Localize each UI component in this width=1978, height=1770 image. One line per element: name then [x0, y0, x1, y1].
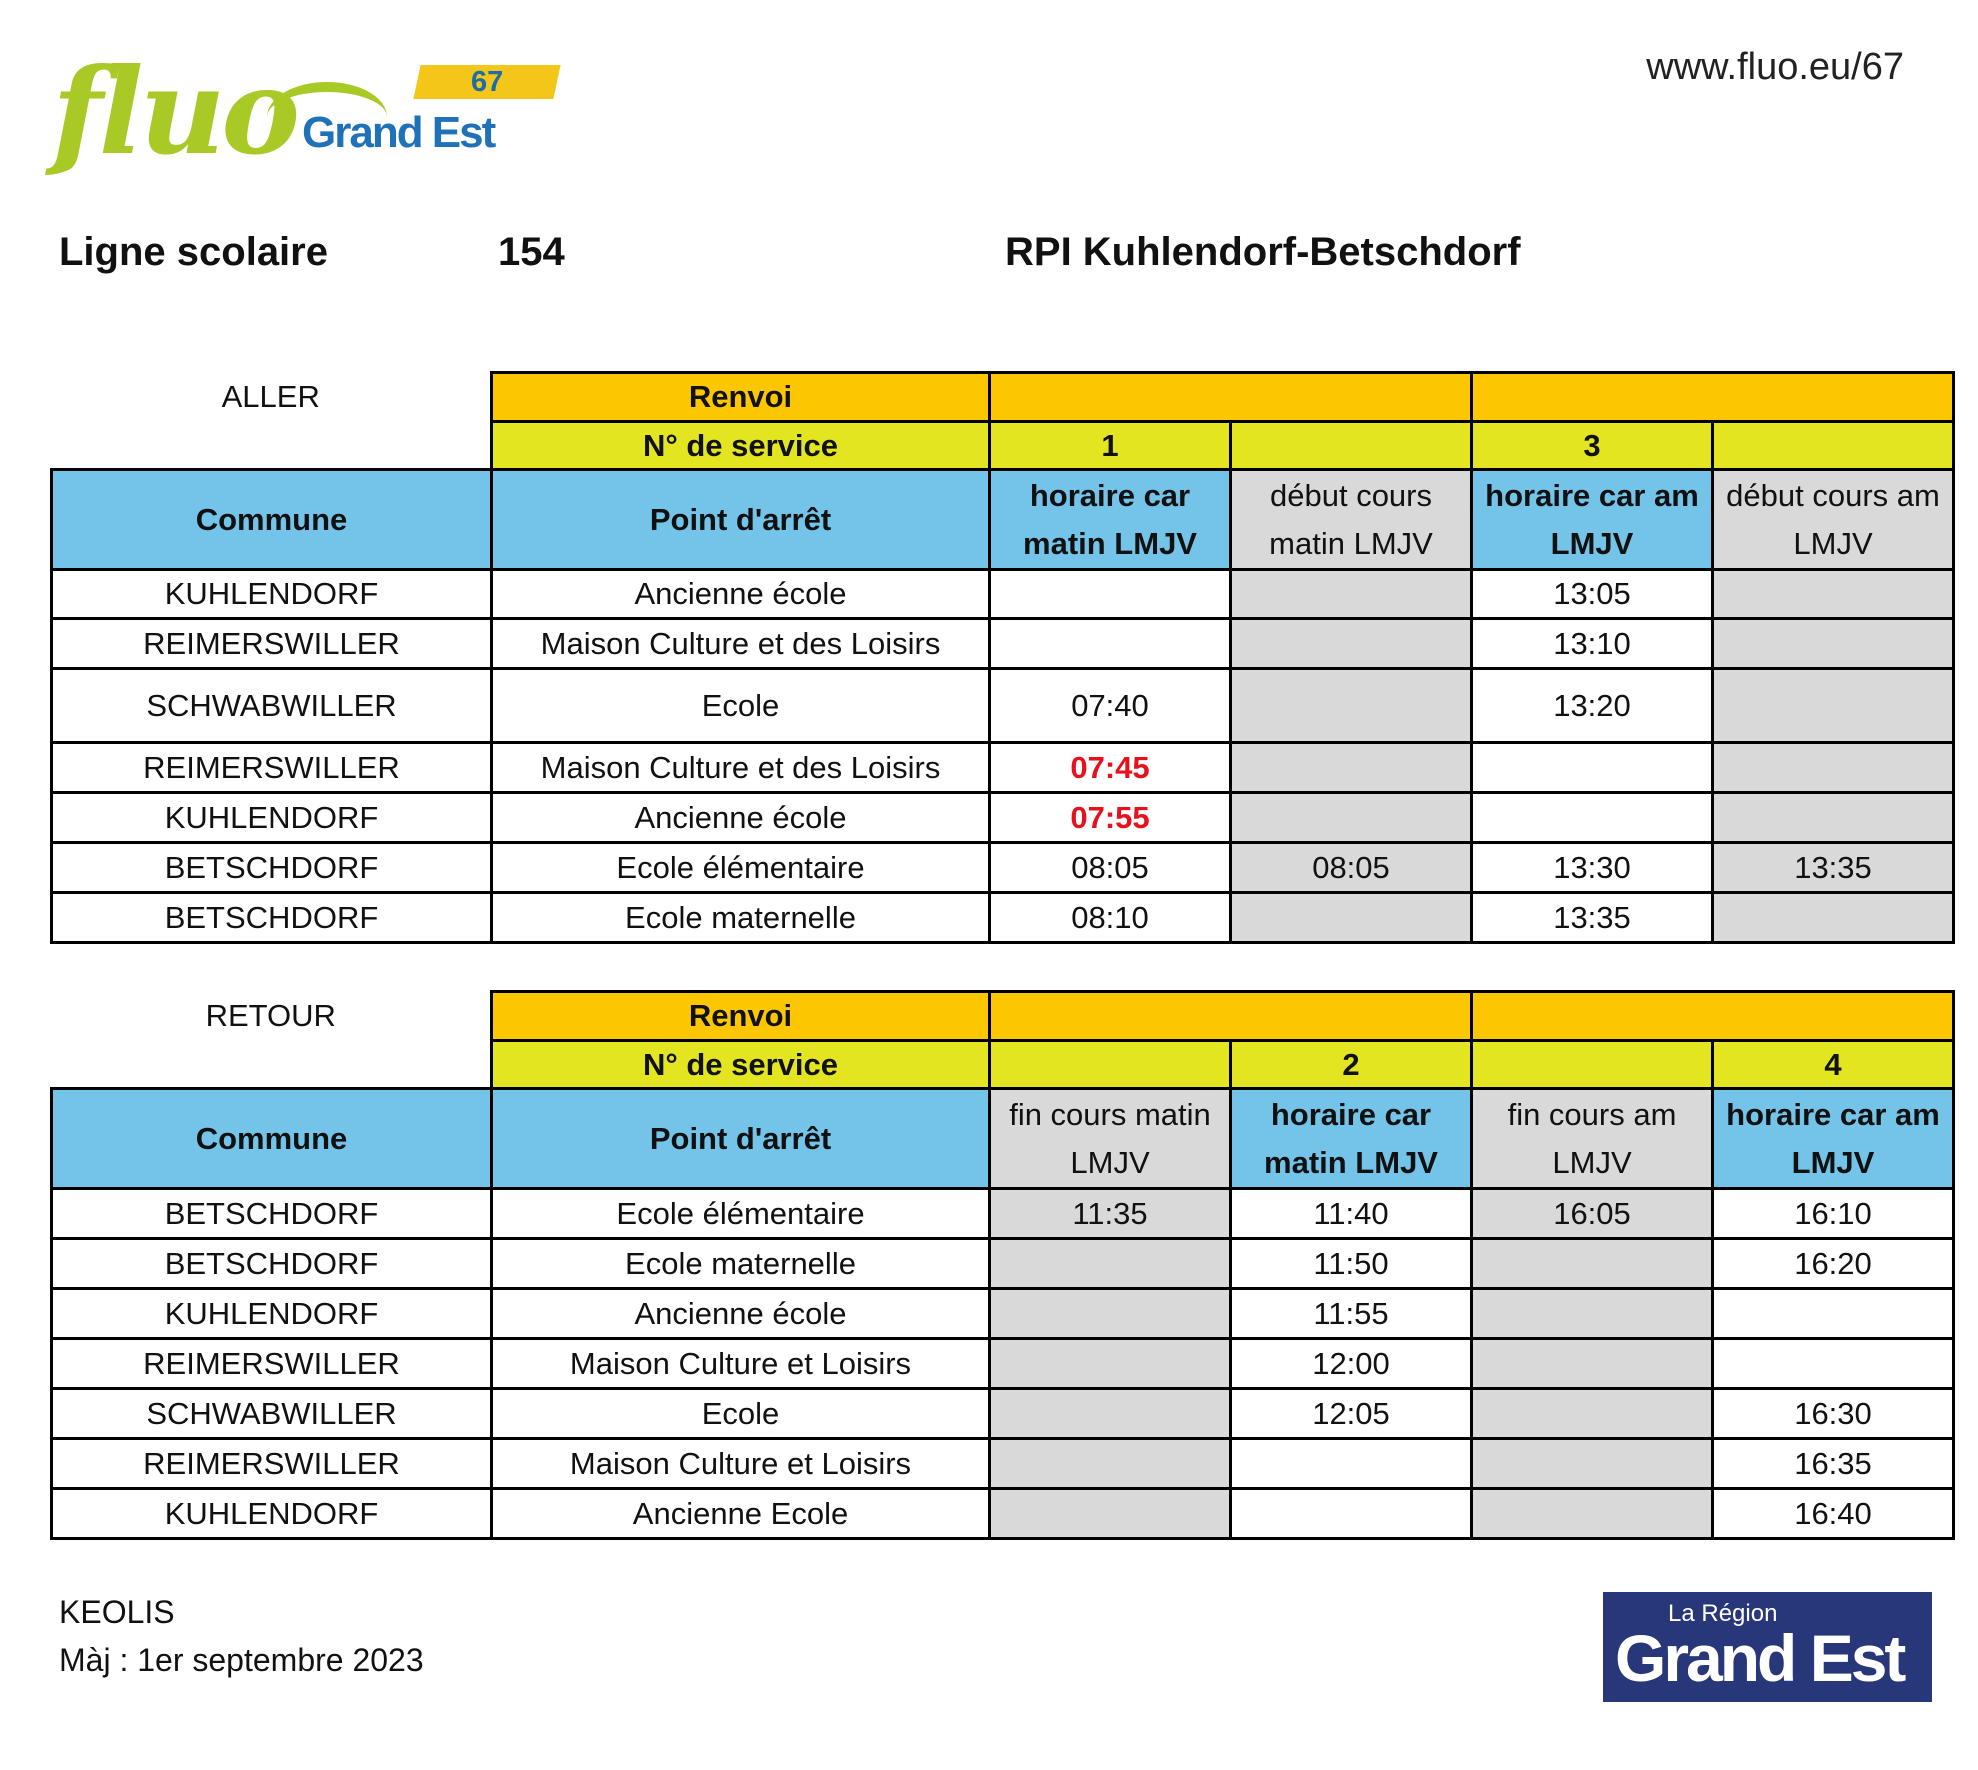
time-cell	[1231, 1489, 1472, 1539]
table-row	[52, 1339, 1954, 1389]
stop-cell: Maison Culture et des Loisirs	[492, 619, 990, 669]
col-header-time: fin cours am LMJV	[1472, 1089, 1713, 1189]
time-cell-highlighted: 07:55	[990, 793, 1231, 843]
time-cell	[1713, 743, 1954, 793]
website-url[interactable]: www.fluo.eu/67	[1646, 46, 1904, 88]
time-cell	[1231, 893, 1472, 943]
time-cell	[1231, 793, 1472, 843]
commune-cell: SCHWABWILLER	[52, 669, 492, 743]
col-header-arret: Point d'arrêt	[492, 1089, 990, 1189]
table-row	[52, 793, 1954, 843]
col-header-time: horaire car am LMJV	[1472, 470, 1713, 570]
stop-cell: Ecole maternelle	[492, 1239, 990, 1289]
renvoi-cell	[1472, 373, 1954, 422]
stop-cell: Ancienne école	[492, 570, 990, 619]
time-cell: 11:40	[1231, 1189, 1472, 1239]
commune-cell: KUHLENDORF	[52, 1289, 492, 1339]
time-cell	[990, 1489, 1231, 1539]
table-row	[52, 1289, 1954, 1339]
empty-cell	[52, 422, 492, 470]
time-cell: 16:40	[1713, 1489, 1954, 1539]
stop-cell: Ecole maternelle	[492, 893, 990, 943]
service-number	[1231, 422, 1472, 470]
time-cell	[1472, 1239, 1713, 1289]
stop-cell: Ancienne Ecole	[492, 1489, 990, 1539]
col-header-time: début cours matin LMJV	[1231, 470, 1472, 570]
operator-name: KEOLIS	[59, 1594, 175, 1630]
time-cell	[990, 1289, 1231, 1339]
table-row	[52, 1189, 1954, 1239]
commune-cell: REIMERSWILLER	[52, 743, 492, 793]
col-header-commune: Commune	[52, 1089, 492, 1189]
commune-cell: BETSCHDORF	[52, 893, 492, 943]
time-cell	[1713, 619, 1954, 669]
empty-cell	[52, 1041, 492, 1089]
time-cell	[990, 570, 1231, 619]
time-cell	[1472, 1439, 1713, 1489]
time-cell	[1713, 570, 1954, 619]
table-row	[52, 743, 1954, 793]
time-cell: 13:10	[1472, 619, 1713, 669]
time-cell: 16:05	[1472, 1189, 1713, 1239]
time-cell: 07:40	[990, 669, 1231, 743]
stop-cell: Ecole	[492, 669, 990, 743]
aller-timetable	[50, 371, 1955, 944]
service-number	[1472, 1041, 1713, 1089]
table-row	[52, 1389, 1954, 1439]
time-cell	[990, 1339, 1231, 1389]
time-cell: 11:50	[1231, 1239, 1472, 1289]
fluo-grand-est-logo	[52, 42, 522, 190]
table-row	[52, 1489, 1954, 1539]
time-cell: 12:05	[1231, 1389, 1472, 1439]
aller-section-label: ALLER	[52, 373, 492, 422]
time-cell: 16:35	[1713, 1439, 1954, 1489]
time-cell	[1713, 893, 1954, 943]
renvoi-cell	[1472, 992, 1954, 1041]
service-number: 1	[990, 422, 1231, 470]
region-logo-small-text: La Région	[1668, 1600, 1778, 1627]
time-cell: 12:00	[1231, 1339, 1472, 1389]
service-number: 3	[1472, 422, 1713, 470]
service-number	[990, 1041, 1231, 1089]
table-row	[52, 1239, 1954, 1289]
time-cell: 11:55	[1231, 1289, 1472, 1339]
line-number: 154	[498, 230, 565, 274]
renvoi-cell	[990, 992, 1472, 1041]
time-cell	[1231, 1439, 1472, 1489]
col-header-time: horaire car am LMJV	[1713, 1089, 1954, 1189]
time-cell	[1713, 669, 1954, 743]
line-type-label: Ligne scolaire	[59, 230, 328, 274]
time-cell: 16:20	[1713, 1239, 1954, 1289]
col-header-time: fin cours matin LMJV	[990, 1089, 1231, 1189]
stop-cell: Ancienne école	[492, 793, 990, 843]
time-cell	[1231, 570, 1472, 619]
time-cell	[1231, 669, 1472, 743]
service-label: N° de service	[492, 422, 990, 470]
time-cell: 11:35	[990, 1189, 1231, 1239]
table-row	[52, 669, 1954, 743]
commune-cell: REIMERSWILLER	[52, 619, 492, 669]
col-header-time: début cours am LMJV	[1713, 470, 1954, 570]
stop-cell: Ecole	[492, 1389, 990, 1439]
time-cell	[1231, 743, 1472, 793]
time-cell: 13:20	[1472, 669, 1713, 743]
service-label: N° de service	[492, 1041, 990, 1089]
region-grand-est-logo	[1603, 1592, 1932, 1702]
table-row	[52, 893, 1954, 943]
update-date: Màj : 1er septembre 2023	[59, 1642, 424, 1678]
time-cell	[1472, 743, 1713, 793]
renvoi-cell	[990, 373, 1472, 422]
time-cell	[990, 1439, 1231, 1489]
table-row	[52, 843, 1954, 893]
region-logo-big-text: Grand Est	[1615, 1621, 1904, 1695]
renvoi-label: Renvoi	[492, 373, 990, 422]
col-header-time: horaire car matin LMJV	[1231, 1089, 1472, 1189]
commune-cell: KUHLENDORF	[52, 570, 492, 619]
logo-department-badge: 67	[413, 65, 560, 99]
service-number: 2	[1231, 1041, 1472, 1089]
time-cell: 13:35	[1713, 843, 1954, 893]
table-row	[52, 1439, 1954, 1489]
time-cell: 08:10	[990, 893, 1231, 943]
stop-cell: Ecole élémentaire	[492, 1189, 990, 1239]
time-cell	[1472, 1389, 1713, 1439]
commune-cell: BETSCHDORF	[52, 843, 492, 893]
commune-cell: BETSCHDORF	[52, 1239, 492, 1289]
time-cell: 16:30	[1713, 1389, 1954, 1439]
commune-cell: KUHLENDORF	[52, 793, 492, 843]
stop-cell: Ancienne école	[492, 1289, 990, 1339]
commune-cell: REIMERSWILLER	[52, 1439, 492, 1489]
logo-fluo-text: fluo	[52, 42, 297, 181]
time-cell: 13:05	[1472, 570, 1713, 619]
time-cell: 16:10	[1713, 1189, 1954, 1239]
time-cell	[1713, 1339, 1954, 1389]
time-cell	[990, 1239, 1231, 1289]
col-header-commune: Commune	[52, 470, 492, 570]
time-cell	[1231, 619, 1472, 669]
time-cell	[1472, 1339, 1713, 1389]
stop-cell: Maison Culture et Loisirs	[492, 1339, 990, 1389]
time-cell: 13:30	[1472, 843, 1713, 893]
commune-cell: KUHLENDORF	[52, 1489, 492, 1539]
commune-cell: BETSCHDORF	[52, 1189, 492, 1239]
commune-cell: SCHWABWILLER	[52, 1389, 492, 1439]
stop-cell: Maison Culture et des Loisirs	[492, 743, 990, 793]
time-cell	[990, 619, 1231, 669]
time-cell: 13:35	[1472, 893, 1713, 943]
retour-section-label: RETOUR	[52, 992, 492, 1041]
table-row	[52, 570, 1954, 619]
time-cell	[1472, 1289, 1713, 1339]
table-row	[52, 619, 1954, 669]
commune-cell: REIMERSWILLER	[52, 1339, 492, 1389]
time-cell: 08:05	[990, 843, 1231, 893]
time-cell	[1713, 1289, 1954, 1339]
time-cell	[1472, 1489, 1713, 1539]
stop-cell: Maison Culture et Loisirs	[492, 1439, 990, 1489]
retour-timetable	[50, 990, 1955, 1540]
time-cell-highlighted: 07:45	[990, 743, 1231, 793]
time-cell	[990, 1389, 1231, 1439]
time-cell: 08:05	[1231, 843, 1472, 893]
time-cell	[1713, 793, 1954, 843]
logo-region-text: Grand Est	[302, 108, 495, 157]
col-header-time: horaire car matin LMJV	[990, 470, 1231, 570]
time-cell	[1472, 793, 1713, 843]
stop-cell: Ecole élémentaire	[492, 843, 990, 893]
col-header-arret: Point d'arrêt	[492, 470, 990, 570]
route-name: RPI Kuhlendorf-Betschdorf	[1005, 230, 1521, 274]
service-number	[1713, 422, 1954, 470]
service-number: 4	[1713, 1041, 1954, 1089]
renvoi-label: Renvoi	[492, 992, 990, 1041]
